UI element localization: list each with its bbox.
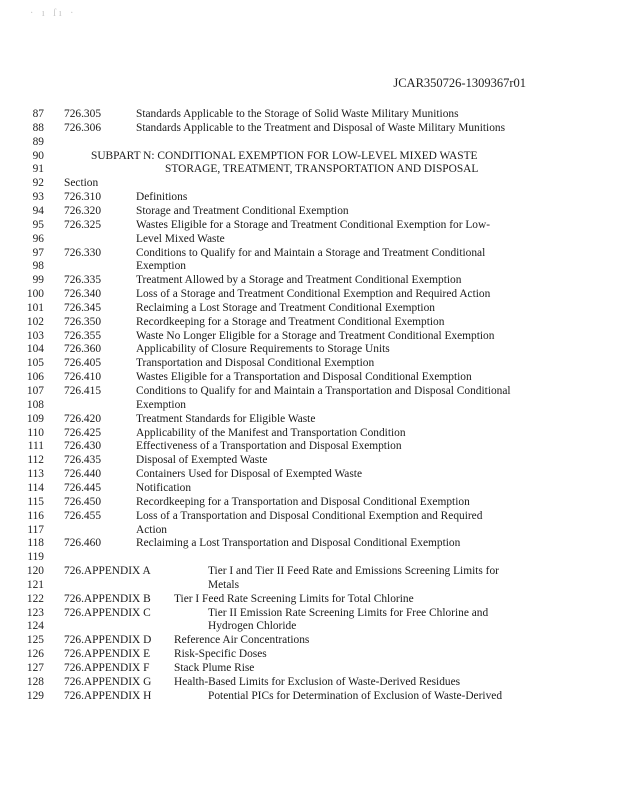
section-title: Recordkeeping for a Transportation and Disposal Conditional Exemption xyxy=(136,495,470,508)
line-number: 94 xyxy=(32,204,44,217)
section-number: 726.445 xyxy=(64,481,102,494)
appendix-title: Tier II Emission Rate Screening Limits for Free Chlorine and xyxy=(208,606,489,619)
line-row xyxy=(0,606,618,620)
line-number: 108 xyxy=(26,398,44,411)
line-number: 119 xyxy=(27,551,44,564)
line-number: 125 xyxy=(26,634,44,647)
section-title: Disposal of Exempted Waste xyxy=(136,454,268,467)
line-row xyxy=(0,536,618,550)
section-number: 726.440 xyxy=(64,468,102,481)
line-number: 110 xyxy=(27,426,44,439)
section-title: Standards Applicable to the Storage of Solid Waste Military Munitions xyxy=(136,108,459,120)
appendix-title: Reference Air Concentrations xyxy=(174,634,310,647)
line-row xyxy=(0,246,618,260)
appendix-number: 726.APPENDIX C xyxy=(64,606,151,619)
section-title: Storage and Treatment Conditional Exemption xyxy=(136,204,349,217)
section-number: 726.325 xyxy=(64,218,102,231)
line-number: 114 xyxy=(27,481,44,494)
line-row xyxy=(0,176,618,190)
line-number: 112 xyxy=(27,454,44,467)
line-number: 98 xyxy=(32,260,44,273)
line-row xyxy=(0,204,618,218)
appendix-title: Tier I and Tier II Feed Rate and Emissions Screening Limits for xyxy=(208,565,499,577)
line-row xyxy=(0,384,618,398)
line-number: 103 xyxy=(26,329,44,342)
line-number: 101 xyxy=(26,301,44,314)
appendix-number: 726.APPENDIX B xyxy=(64,592,151,605)
section-title: Waste No Longer Eligible for a Storage and Treatment Conditional Exemption xyxy=(136,329,495,342)
section-title: Conditions to Qualify for and Maintain a Transportation and Disposal Conditional xyxy=(136,385,511,397)
line-row xyxy=(0,162,618,176)
section-title: Treatment Standards for Eligible Waste xyxy=(136,412,316,425)
section-title: Recordkeeping for a Storage and Treatment Conditional Exemption xyxy=(136,315,445,328)
line-number: 106 xyxy=(26,371,44,384)
section-number: 726.340 xyxy=(64,288,102,300)
line-row xyxy=(0,675,618,689)
line-row xyxy=(0,218,618,232)
line-row xyxy=(0,689,618,703)
section-number: 726.320 xyxy=(64,204,102,217)
section-title: Exemption xyxy=(136,260,186,273)
line-number: 91 xyxy=(32,163,44,176)
line-row xyxy=(0,578,618,592)
line-number: 93 xyxy=(32,191,44,204)
section-title: Standards Applicable to the Treatment and Disposal of Waste Military Munitions xyxy=(136,121,506,134)
appendix-number: 726.APPENDIX E xyxy=(64,648,151,661)
section-number: 726.355 xyxy=(64,329,102,342)
section-title: Treatment Allowed by a Storage and Treatment Conditional Exemption xyxy=(136,274,462,287)
scan-artifact: · ı ſı · xyxy=(30,8,77,19)
section-title: Applicability of Closure Requirements to Storage Units xyxy=(136,343,390,356)
line-number: 107 xyxy=(26,385,44,397)
section-title: Loss of a Storage and Treatment Conditional Exemption and Required Action xyxy=(136,288,491,300)
line-number: 104 xyxy=(26,343,44,356)
appendix-number: 726.APPENDIX G xyxy=(64,675,152,688)
line-row xyxy=(0,481,618,495)
appendix-title: Stack Plume Rise xyxy=(174,662,255,674)
line-row xyxy=(0,564,618,578)
line-number: 87 xyxy=(32,108,44,120)
line-number: 116 xyxy=(27,509,44,522)
section-title: Level Mixed Waste xyxy=(136,232,225,245)
line-number: 113 xyxy=(27,468,44,481)
line-row xyxy=(0,342,618,356)
line-row xyxy=(0,370,618,384)
line-number: 123 xyxy=(26,606,44,619)
line-row xyxy=(0,273,618,287)
line-row xyxy=(0,398,618,412)
appendix-title: Risk-Specific Doses xyxy=(174,648,267,661)
appendix-number: 726.APPENDIX D xyxy=(64,634,152,647)
line-row xyxy=(0,356,618,370)
section-number: 726.410 xyxy=(64,371,102,384)
section-number: 726.435 xyxy=(64,454,102,467)
line-row xyxy=(0,412,618,426)
line-number: 95 xyxy=(32,218,44,231)
line-row xyxy=(0,439,618,453)
section-title: Action xyxy=(136,523,168,536)
line-number: 96 xyxy=(32,232,44,245)
section-number: 726.335 xyxy=(64,274,102,287)
line-row xyxy=(0,287,618,301)
line-number: 97 xyxy=(32,246,44,259)
line-row xyxy=(0,232,618,246)
line-row xyxy=(0,633,618,647)
section-title: Notification xyxy=(136,481,192,494)
line-row xyxy=(0,550,618,564)
appendix-number: 726.APPENDIX H xyxy=(64,689,152,702)
section-number: 726.425 xyxy=(64,426,102,439)
appendix-number: 726.APPENDIX A xyxy=(64,565,151,577)
line-number: 100 xyxy=(26,288,44,300)
appendix-title-cont: Metals xyxy=(208,578,240,591)
section-number: 726.415 xyxy=(64,385,102,397)
line-number: 129 xyxy=(26,689,44,702)
appendix-title: Tier I Feed Rate Screening Limits for Total Chlorine xyxy=(174,592,414,605)
section-number: 726.330 xyxy=(64,246,102,259)
line-number: 120 xyxy=(26,565,44,577)
line-number: 102 xyxy=(26,315,44,328)
line-number: 126 xyxy=(26,648,44,661)
section-title: Effectiveness of a Transportation and Disposal Exemption xyxy=(136,440,402,453)
line-row xyxy=(0,135,618,149)
line-number: 109 xyxy=(26,412,44,425)
line-row xyxy=(0,107,618,121)
line-row xyxy=(0,259,618,273)
line-number: 115 xyxy=(27,495,44,508)
appendix-number: 726.APPENDIX F xyxy=(64,662,150,674)
line-number: 90 xyxy=(32,149,44,162)
line-row xyxy=(0,329,618,343)
section-title: Definitions xyxy=(136,191,188,204)
line-row xyxy=(0,661,618,675)
line-number: 128 xyxy=(26,675,44,688)
line-number: 92 xyxy=(32,177,44,190)
line-row xyxy=(0,592,618,606)
line-number: 89 xyxy=(32,135,44,148)
section-title: Wastes Eligible for a Storage and Treatment Conditional Exemption for Low- xyxy=(136,218,491,231)
line-row xyxy=(0,121,618,135)
line-number: 124 xyxy=(26,620,44,633)
section-number: 726.460 xyxy=(64,537,102,550)
document-id: JCAR350726-1309367r01 xyxy=(393,76,526,90)
subpart-heading-cont: STORAGE, TREATMENT, TRANSPORTATION AND DISPOSAL xyxy=(165,163,479,176)
section-number: 726.420 xyxy=(64,412,102,425)
line-row xyxy=(0,453,618,467)
line-row xyxy=(0,647,618,661)
section-number: 726.430 xyxy=(64,440,102,453)
line-number: 105 xyxy=(26,357,44,370)
section-number: 726.455 xyxy=(64,509,102,522)
appendix-title: Health-Based Limits for Exclusion of Waste-Derived Residues xyxy=(174,675,461,688)
section-title: Wastes Eligible for a Transportation and Disposal Conditional Exemption xyxy=(136,371,472,384)
section-number: 726.405 xyxy=(64,357,102,370)
line-number: 121 xyxy=(26,578,44,591)
section-number: 726.360 xyxy=(64,343,102,356)
line-number: 111 xyxy=(27,440,44,453)
section-title: Loss of a Transportation and Disposal Conditional Exemption and Required xyxy=(136,509,483,522)
section-title: Exemption xyxy=(136,398,186,411)
section-number: 726.350 xyxy=(64,315,102,328)
line-row xyxy=(0,149,618,163)
line-number: 122 xyxy=(26,592,44,605)
section-title: Conditions to Qualify for and Maintain a Storage and Treatment Conditional xyxy=(136,246,486,259)
appendix-title: Potential PICs for Determination of Exclusion of Waste-Derived xyxy=(208,689,503,702)
section-number: 726.310 xyxy=(64,191,102,204)
section-column-header: Section xyxy=(64,177,99,190)
line-row xyxy=(0,523,618,537)
line-number: 99 xyxy=(32,274,44,287)
line-row xyxy=(0,619,618,633)
section-number: 726.450 xyxy=(64,495,102,508)
section-number: 726.345 xyxy=(64,301,102,314)
line-number: 117 xyxy=(27,523,44,536)
section-title: Reclaiming a Lost Storage and Treatment Conditional Exemption xyxy=(136,301,435,314)
line-row xyxy=(0,315,618,329)
line-row xyxy=(0,426,618,440)
subpart-heading: SUBPART N: CONDITIONAL EXEMPTION FOR LOW-LEVEL MIXED WASTE xyxy=(91,149,478,162)
appendix-title-cont: Hydrogen Chloride xyxy=(208,620,297,633)
section-number: 726.305 xyxy=(64,108,102,120)
line-row xyxy=(0,509,618,523)
line-row xyxy=(0,190,618,204)
section-title: Reclaiming a Lost Transportation and Disposal Conditional Exemption xyxy=(136,537,461,550)
section-title: Transportation and Disposal Conditional Exemption xyxy=(136,357,375,370)
line-row xyxy=(0,301,618,315)
section-title: Applicability of the Manifest and Transportation Condition xyxy=(136,426,406,439)
line-number: 127 xyxy=(26,662,44,674)
line-number: 88 xyxy=(32,121,44,134)
line-row xyxy=(0,467,618,481)
line-number: 118 xyxy=(27,537,44,550)
line-row xyxy=(0,495,618,509)
section-title: Containers Used for Disposal of Exempted Waste xyxy=(136,468,363,481)
section-number: 726.306 xyxy=(64,121,102,134)
